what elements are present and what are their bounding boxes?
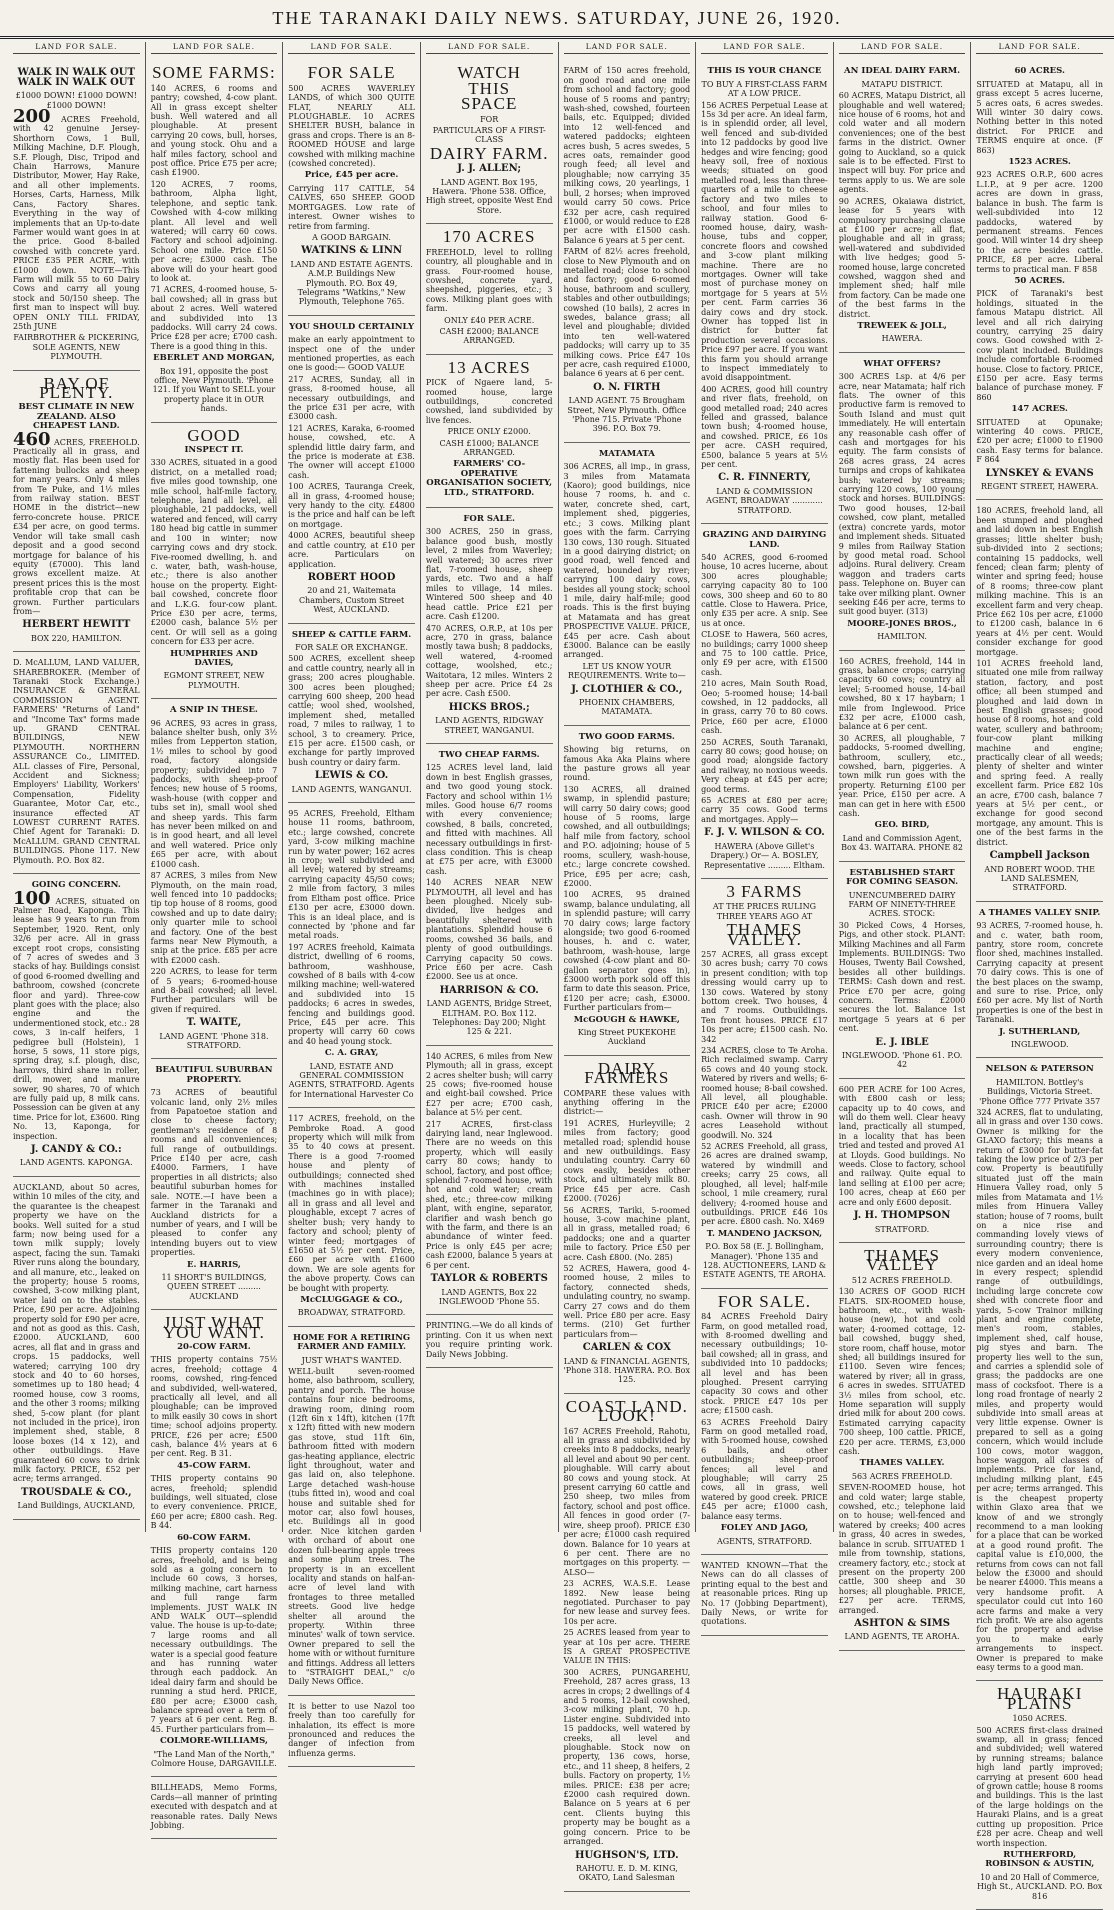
- ad-dairy-farmers: [564, 1056, 691, 1394]
- ad-agent: J. CANDY & CO.:: [30, 1144, 122, 1156]
- ad-text: PICK of Ngaere land, 5-roomed house, large outbuildings, concreted cowshed, land subdivided by live fences.: [425, 378, 553, 425]
- ad-agent-address: BOX 220, HAMILTON.: [30, 633, 122, 643]
- ad-title: BEAUTIFUL SUBURBAN PROPERTY.: [155, 1065, 273, 1085]
- ad-text: 100 ACRES, 95 drained swamp, balance undulating, all in splendid pasture; will carry 70 dairy cows; large factory alongside; two good 6-roomed houses, h. and c. water, bathroom, wash-house, large cowshed (4-cow plant and 80-gallon separator goes in), £3000 worth pork sold off this farm to date this season. Price, £120 per acre; cash, £3000. Further particulars from—: [563, 890, 691, 1013]
- ad-agent: McGOUGH & HAWKE,: [573, 1014, 680, 1025]
- ad-title: A THAMES VALLEY SNIP.: [979, 907, 1101, 918]
- ad-title: WALK IN WALK OUT WALK IN WALK OUT: [17, 67, 135, 88]
- ad-for-sale-stratford: [701, 1289, 828, 1555]
- ad-text: 217 ACRES, Sunday, all in grass, 8-roomed house, all necessary outbuildings, and the price £31 per acre, with £3000 cash.: [288, 374, 415, 422]
- ad-your-chance: [701, 60, 828, 524]
- ad-note: LET US KNOW YOUR REQUIREMENTS. Write to—: [568, 661, 686, 681]
- ad-title: 50 ACRES.: [1014, 275, 1065, 286]
- ad-text: THIS property contains 90 acres, freehold; splendid buildings, well situated, close to every convenience. PRICE, £60 per acre; £800 cash. Reg. B 44.: [150, 1474, 278, 1531]
- ad-acres: 460: [13, 428, 51, 450]
- ad-agent-address: 10 and 20 Hall of Commerce, High St., AUCKLAND. P.O. Box 816: [977, 1872, 1103, 1901]
- ad-agent-address: LAND & FINANCIAL AGENTS, 'Phone 318. HAWERA. P.O. Box 125.: [563, 1356, 691, 1385]
- column-7: [834, 42, 972, 1642]
- ad-3-farms: [701, 879, 828, 1289]
- ad-agent: TROUSDALE & CO.,: [21, 1486, 132, 1498]
- ad-title: 1523 ACRES.: [1008, 157, 1071, 168]
- ad-title: DAIRY FARMERS: [584, 1058, 670, 1088]
- ad-printing: [426, 1315, 553, 1368]
- ad-text: 87 ACRES, 3 miles from New Plymouth, on the main road, well fenced into 10 paddocks; tip top house of 8 rooms, good cowshed and up to date dairy; only quarter mile to school and factory. One of the best farms near New Plymouth, a snip at the price. £85 per acre with £2000 cash.: [150, 871, 278, 965]
- ad-title: BAY OF PLENTY.: [39, 373, 114, 402]
- ad-title: FOR SALE: [307, 63, 396, 83]
- ad-text: D. McALLUM, LAND VALUER, SHAREBROKER. (Member of Taranaki Stock Exchange.) INSURANCE & GENERAL COMMISSION AGENT. FARMERS' "Returns of Land" and "Income Tax" forms made up. GRAND CENTRAL BUILDINGS, NEW PLYMOUTH. NORTHERN ASSURANCE Co., LIMITED. ALL classes of Fire, Personal, Accident and Sickness; Employers' Liability, Workers' Compensation, Fidelity Guarantee, Motor Car, etc., insurance effected AT LOWEST CURRENT RATES. Chief Agent for Taranaki: D. McALLUM. GRAND CENTRAL BUILDINGS. Phone 117. New Plymouth. P.O. Box 82.: [13, 658, 140, 865]
- ad-subtitle: 1050 ACRES.: [1012, 1714, 1067, 1724]
- ad-title: GOING CONCERN.: [31, 880, 121, 891]
- ad-text: 324 ACRES, flat to undulating, all in grass and over 130 cows. Owner is milking for the GLAXO factory; this means a return of £3000 for butter-fat taking the low price of 2/3 per cow. Property is beautifully situated just off the main Hinuera Valley road, only 5 miles from Matamata and 1½ miles from Hinuera Valley station; house of 7 rooms, built on a nice rise and commanding lovely views of surrounding country; there is every modern convenience, nice garden and an ideal home in every respect; splendid range of outbuildings, including large concrete cow shed with concrete floor and yards, 5-cow Trainor milking plant and engine complete, men's room, stables, implement shed, calf house, pig styes and barn. The property lies well to the sun, and carries a splendid sole of grass; the paddocks are one mass of cocksfoot. There is a long road frontage of nearly 2 miles, and property would subdivide into small areas at very little expense. Owner is prepared to sell as a going concern, which would include 100 cows, motor waggon, horse waggon, all classes of implements. Price for land, including milking plant, £45 per acre; terms arranged. This is the cheapest property within Glaxo area that we know of and we strongly recommend to a man looking for a place that can be worked at a good round profit. The capital value is £10,000, the returns from cows can not fall below the £3000 and should be nearer £4000. This means a very handsome profit. A speculator could cut into 160 acre farms and make a very rich profit. We are also agents for the property and advise you to make early arrangements to inspect. Owner is prepared to make easy terms to a good man.: [976, 1108, 1103, 1672]
- ad-agent-address: 11 SHORT'S BUILDINGS, QUEEN STREET ......... AUCKLAND: [161, 1272, 267, 1301]
- ad-text: 90 ACRES, Okaiawa district, lease for 5 years with compulsory purchasing clause at £100 per acre; all flat, ploughable and all in grass; well-watered and subdivided with live hedges; good 5-roomed house, large concreted cowshed, waggon shed and implement shed; half mile from factory. Can be made one of the best farms in the district.: [838, 196, 966, 319]
- ad-text: 130 ACRES, all drained swamp, in splendid pasture; will carry 50 dairy cows; good house of 5 rooms, large cowshed, and all outbuildings; half mile from factory, school and P.O. adjoining; house of 5 rooms, scullery, wash-house, etc.; large concrete cowshed. Price, £95 per acre; cash, £2000.: [563, 784, 691, 888]
- ad-text: It is better to use Nazol too freely than too carefully for inhalation, its effect is more pronounced and reduces the danger of infection from influenza germs.: [288, 1701, 415, 1758]
- ad-text: WANTED KNOWN—That the News can do all classes of printing equal to the best and at reasonable prices. Ring up No. 17 (Jobbing Department), Daily News, or write for quotations.: [701, 1560, 828, 1627]
- ad-subtitle: MATAPU DISTRICT.: [861, 79, 943, 89]
- ad-text: SITUATED at Matapu, all in grass except 5 acres lucerne, 5 acres oats, 6 acres swedes. Will winter 30 dairy cows. Nothing better in this noted district. For PRICE and TERMS enquire at once. (F 863): [976, 79, 1103, 155]
- ad-text: 500 ACRES first-class drained swamp, all in grass; fenced and subdivided; well watered by running streams; balance high land partly improved; carrying at present 600 head of grown cattle; house 8 rooms and buildings. This is the last of the large holdings on the Hauraki Plains, and is a great cutting up proposition. Price £28 per acre. Cheap and well worth inspection.: [976, 1725, 1103, 1848]
- column-8: [971, 42, 1108, 1901]
- ad-agent: C. R. FINNERTY,: [718, 472, 811, 484]
- ad-subtitle: JUST WHAT'S WANTED.: [301, 1355, 402, 1365]
- ad-title: HOME FOR A RETIRING FARMER AND FAMILY.: [292, 1332, 411, 1353]
- ad-agent: Campbell Jackson: [989, 850, 1090, 862]
- ad-title: ESTABLISHED START FOR COMING SEASON.: [846, 867, 959, 888]
- ad-text: ACRES, situated on Palmer Road, Kaponga. This lease has 9 years to run from September, 1920. Rent, only 32/6 per acre. All in grass except root crops, consisting of 7 acres of swedes and 3 stacks of hay. Buildings consist of good 6-roomed dwelling and bathroom, cowshed (concrete floor and yard). Three-cow plant goes with the place; also engine and the undermentioned stock, etc.: 28 cows, 3 in-calf heifers, 1 pedigree bull (Holstein), 1 horse, 5 sows, 11 store pigs, spring dray, s.f. plough, disc, harrows, third share in roller, drill, mower, and manure sower, 90 shares, 70 of which are fully paid up, 8 milk cans. Possession can be given at any time. Price for lot, £3600. Ring No. 13, Kaponga, for inspection.: [13, 896, 140, 1141]
- ad-title: MATAMATA: [598, 448, 655, 459]
- ad-just-what: [151, 1310, 278, 1777]
- ad-text: ACRES, FREEHOLD. Practically all in grass, and mostly flat. Has been used for fattening bullocks and sheep for many years. Only 4 miles from Te Puke, and 1½ miles from railway station. BEST HOME in the district—new ferro-concrete house. PRICE £34 per acre, on good terms. Vendor will take small cash deposit and a good second mortgage for balance of his equity (£7000). This land grows excellent maize. At present prices this is the most profitable crop that can be grown. Further particulars from—: [13, 437, 140, 616]
- ad-lynskey: [976, 60, 1103, 500]
- column-4: [421, 42, 559, 1532]
- ad-for-sale-waverley: [426, 508, 553, 744]
- ad-text: 30 Picked Cows, 4 Horses, Pigs, and other stock. PLANT: Milking Machines and all Farm Implements. BUILDINGS: Two Houses, Twenty Bail Cowshed, besides all other buildings. TERMS: Cash down and rest. Price £70 per acre, going concern. Terms: £2000 secures the lot. Balance 1st mortgage 5 years at 6 per cent.: [838, 920, 966, 1034]
- ad-text: 600 PER ACRE for 100 Acres, with £800 cash or less; capacity up to 40 cows, and will do them well. Clear heavy land, practically all stumped, in a locality that has been tried and tested and proved A1 at Lloyds. Good buildings. No weeds. Close to factory, school and railway. Quite equal to land selling at £100 per acre; 100 acres, cheap at £60 per acre and only £600 deposit.: [838, 1084, 966, 1207]
- columns: [8, 42, 1108, 1901]
- ad-agent: J. SUTHERLAND,: [999, 1026, 1081, 1037]
- ad-auckland: [13, 1177, 140, 1520]
- ad-text: 250 ACRES, South Taranaki, carry 80 cows; good house; on good road; alongside factory and railway, no noxious weeds. Very cheap at £45 per acre; good terms.: [701, 737, 828, 794]
- ad-subtitle: Showing big returns, on famous Aka Aka Plains where the pasture grows all year round.: [563, 745, 691, 783]
- ad-title: 147 ACRES.: [1011, 404, 1068, 415]
- ad-text: 197 ACRES freehold, Kaimata district, dwelling of 6 rooms, bathroom, washhouse, cowshed of 8 bails with 4-cow milking machine; well-watered and subdivided into 15 paddocks; 6 acres in swedes, fencing and buildings good. Price, £45 per acre. This property will carry 60 cows and 40 head young stock.: [288, 942, 415, 1046]
- ad-subtitle: COMPARE these values with anything offering in the district:—: [563, 1088, 691, 1117]
- ad-thames-snip: [976, 902, 1103, 1059]
- ad-title: AN IDEAL DAIRY FARM.: [844, 66, 961, 77]
- ad-agent-address: PHOENIX CHAMBERS, MATAMATA.: [578, 698, 675, 717]
- ad-intro: £1000 DOWN! £1000 DOWN! £1000 DOWN!: [15, 91, 137, 110]
- ad-text: 73 ACRES of beautiful volcanic land, only 2½ miles from Papatoetoe station and close to cheese factory; gentleman's residence of 8 rooms and all conveniences; full range of outbuildings. Price £140 per acre, cash £4000. Farmers, I have properties in all districts; also beautiful suburban homes for sale. NOTE.—I have been a farmer in the Taranaki and Auckland districts for a number of years, and I will be pleased to confer any intending buyers out to view properties.: [150, 1088, 278, 1258]
- ad-agent-address: LAND AGENTS, RIDGWAY STREET, WANGANUI.: [435, 716, 544, 735]
- ad-title: WATCH: [457, 63, 521, 83]
- ad-price: Price, £45 per acre.: [304, 170, 399, 181]
- ad-title: THIS IS YOUR CHANCE: [707, 66, 822, 77]
- ad-agent: NELSON & PATERSON: [985, 1064, 1094, 1075]
- ad-text: 121 ACRES, Karaka, 6-roomed house, cowshed, etc. A splendid little dairy farm, and the price is moderate at £38. The owner will accept £1000 cash.: [288, 423, 415, 480]
- ad-text: 96 ACRES, 93 acres in grass, balance shelter bush, only 3½ miles from Lepperton station, 1½ miles to school by good road, factory alongside property; subdivided into 7 paddocks, with sheep-proof fences; new house of 5 rooms, wash-house (with copper and tubs set in), small wool shed and sheep yards. This farm has never been milked on and is in good heart, and all level and well watered. Price only £65 per acre, with about £1000 cash.: [150, 718, 278, 869]
- ad-snip: [151, 699, 278, 1059]
- ad-text: 500 ACRES WAVERLEY LANDS, of which 300 QUITE FLAT, NEARLY ALL PLOUGHABLE. 10 ACRES SHELTER BUSH, balance in grass and crops. There is an 8-ROOMED HOUSE and large cowshed with milking machine (cowshed concreted).: [288, 83, 415, 169]
- ad-text: 300 ACRES Lsp. at 4/6 per acre, near Matamata; half rich flats. The owner of this productive farm is removed to South Island and must quit immediately. He will entertain any reasonable cash offer of cash and mortgages for his equity. The farm consists of 268 acres grass, 24 acres turnips and crops of kahikatea bush; watered by streams; carrying 120 cows, 100 young stock and horses. BUILDINGS: Two good houses, 12-bail cowshed, cow plant, metalled (extra) concrete yards, motor and implement sheds. Situated 9 miles from Railway Station by good metal road. School adjoins. Rural delivery. Cream waggon and traders carts pass. Telephone on. Buyer can take over milking plant. Owner seeking £46 per acre, terms to suit good buyer. (313): [838, 372, 966, 617]
- ad-agent: LEWIS & CO.: [314, 770, 389, 782]
- ad-agent-address: Land Buildings, AUCKLAND,: [17, 1501, 136, 1511]
- ad-agent-address: LAND AGENTS. KAPONGA.: [19, 1158, 133, 1168]
- ad-agent: J. CLOTHIER & CO.,: [571, 683, 683, 695]
- ad-text: 60 ACRES, Matapu District, all ploughable and well watered; nice house of 6 rooms, hot and cold water and all modern conveniences; one of the best farms in the district. Owner going to Auckland, so a quick sale is to be effected. First to inspect will buy. For price and terms apply to us. We are sole agents.: [838, 91, 966, 195]
- ad-title: YOU SHOULD CERTAINLY: [289, 321, 415, 332]
- column-heading: LAND FOR SALE.: [976, 42, 1103, 54]
- ad-subtitle: FOR SALE OR EXCHANGE.: [295, 642, 408, 652]
- ad-text: 125 ACRES level land, laid down in best English grasses, and two good young stock. Factory and school within 1½ miles. Good house 6/7 rooms with every convenience; cowshed, 8 bails, concreted, and fitted with machines. All necessary outbuildings in first-class condition. This is cheap at £75 per acre, with £3000 cash.: [425, 763, 553, 876]
- ad-agent-address: Box 191, opposite the post office, New Plymouth. 'Phone 121. If you Want to SELL your property place it in OUR hands.: [152, 366, 276, 414]
- ad-text: 300 ACRES, 250 in grass, balance good bush, mostly level, 2 miles from Waverley; well watered; 30 acres river flat, 7-roomed house, sheep yards, etc. Two and a half miles to village, 14 miles. Wintered 500 sheep and 40 head cattle. Price £21 per acre. Cash £1200.: [425, 527, 553, 622]
- ad-agent: MOORE-JONES BROS.,: [847, 618, 957, 629]
- ad-agent: RUTHERFORD, ROBINSON & AUSTIN,: [985, 1849, 1095, 1870]
- ad-nelson-paterson: [976, 1058, 1103, 1681]
- ad-agent-address: P.O. Box 58 (E. J. Bollingham, Manager). 'Phone 135 and 128. AUCTIONEERS, LAND & ESTATE AGENTS, TE AROHA.: [702, 1242, 827, 1280]
- ad-agent-address: King Street PUKEKOHE Auckland: [577, 1028, 676, 1047]
- ad-title: SOME FARMS:: [152, 63, 276, 83]
- ad-text: FARM of 82½ acres freehold, close to New Plymouth and on metalled road; close to school and factory; good 6-roomed house, bathroom and scullery, stables and other outbuildings; cowshed (10 bails), 2 acres in swedes, balance grass; all level and ploughable; divided into ten well-watered paddocks; will carry up to 35 milking cows. Price £47 10s per acre, cash required £1000, balance 6 years at 6 per cent.: [563, 247, 691, 379]
- ad-title: TWO GOOD FARMS.: [578, 731, 675, 742]
- ad-agent: E. J. IBLE: [875, 1036, 929, 1048]
- ad-agent: E. HARRIS,: [186, 1259, 241, 1270]
- ad-text: 52 ACRES, Hawera, good 4-roomed house, 2 miles to factory, connected sheds, undulating country, no swamp. Carry 27 cows and do them well. Price £80 per acre. Easy terms. (210) Get further particulars from—: [563, 1263, 691, 1339]
- ad-agent-address: INGLEWOOD. 'Phone 61. P.O. 42: [841, 1051, 963, 1070]
- ad-subtitle: 60-COW FARM.: [177, 1532, 251, 1543]
- ad-suburban: [151, 1059, 278, 1310]
- ad-agent: F. J. V. WILSON & CO.: [704, 827, 825, 839]
- ad-subtitle: INSPECT IT.: [184, 445, 244, 456]
- column-1: [8, 42, 146, 1532]
- ad-text: 4000 ACRES, beautiful sheep and cattle country, at £10 per acre. Particulars on application.: [288, 531, 415, 569]
- ad-agent-address: LAND AGENT. 'Phone 318. STRATFORD.: [159, 1031, 269, 1050]
- ad-agent-address: HAMILTON. Bottley's Buildings, Victoria Street. 'Phone Office 777 Private 357: [979, 1077, 1101, 1106]
- ad-text: 25 ACRES leased from year to year at 10s per acre. THERE IS A GREAT PROSPECTIVE VALUE IN THIS:: [563, 1628, 691, 1666]
- ad-eltham: [288, 803, 415, 1108]
- ad-subtitle: FOR: [480, 114, 499, 124]
- ad-agent: FOLEY AND JAGO,: [720, 1523, 809, 1534]
- ad-pembroke: [288, 1108, 415, 1327]
- ad-text: 156 ACRES Perpetual Lease at 15s 3d per acre. An ideal farm, is in splendid order, all level, well fenced and sub-divided into 12 paddocks by good live hedges and wire fencing; good heavy soil, free of noxious weeds; situated on good metalled road, less than three-quarters of a mile to cheese factory and two miles to school, and four miles to railway station. Good 6-roomed house, dairy, wash-house, tubs and copper, concrete floors and cowshed and 3-cow plant milking machine. There are no mortgages. Owner will take most of purchase money on mortgage for 5 years at 5½ per cent. Farm carries 36 dairy cows and dry stock. Owner has topped list in district for butter fat production several occasions. Price £97 per acre. If you want this farm you should arrange to inspect immediately to avoid disappointment.: [701, 100, 828, 383]
- ad-inglewood: [426, 1046, 553, 1316]
- ad-text: 330 ACRES, situated in a good district, on a metalled road; five miles good township, one mile school, half-mile factory, telephone, land all level, all ploughable, 21 paddocks, well watered and fenced, will carry 180 head big cattle in summer and 100 in winter; now carrying cows and dry stock. Five-roomed dwelling, h. and c. water, bath, wash-house, etc.; there is also another house on the property. Eight-bail cowshed, concrete floor and L.K.G. four-cow plant. Price £30 per acre, terms, £2000 cash, balance 5½ per cent. Or will sell as a going concern for £33 per acre.: [150, 458, 278, 647]
- ad-agent-address: STRATFORD.: [874, 1224, 930, 1234]
- ad-terms: CASH £1000; BALANCE ARRANGED.: [439, 438, 539, 457]
- ad-waitara: [839, 651, 966, 862]
- ad-title: SPACE: [461, 94, 518, 114]
- ad-title: GRAZING AND DAIRYING LAND.: [702, 530, 827, 550]
- ad-agent-address: LAND & COMMISSION AGENT, BROADWAY ............ STRATFORD.: [706, 486, 823, 515]
- ad-text: PICK of Taranaki's best holdings, situated in the famous Matapu district. All level and all rich dairying country, carrying 25 dairy cows. Good cowshed with 2-cow plant included. Buildings include comfortable 6-roomed house. Close to factory. PRICE, £150 per acre. Easy terms balance of purchase money. F 860: [976, 289, 1103, 402]
- column-heading: LAND FOR SALE.: [426, 42, 553, 54]
- ad-text: 120 ACRES, 7 rooms, bathroom, Alpha light, telephone, and septic tank. Cowshed with 4-cow milking plant. All level and well watered; will carry 60 cows. Factory and school adjoining. School one mile. Price £150 per acre; £3000 cash. The above will do your heart good to look at.: [150, 179, 278, 283]
- ad-agent-address: LAND, ESTATE AND GENERAL COMMISSION AGENTS, STRATFORD. Agents for International Harvester Co: [288, 1061, 415, 1099]
- ad-text: 23 ACRES, W.A.S.E. Lease 1892. New lease being negotiated. Purchaser to pay for new lease and survey fees. 10s per acre.: [563, 1579, 691, 1626]
- ad-agent-address: LAND AGENT. 75 Brougham Street, New Plymouth. Office 'Phone 715. Private 'Phone 396. P.O. Box 79.: [567, 396, 687, 434]
- ad-agent: FAIRBROTHER & PICKERING, SOLE AGENTS, NEW PLYMOUTH.: [13, 333, 140, 362]
- ad-subtitle: PARTICULARS OF A FIRST-CLASS: [432, 126, 546, 145]
- ad-text: 101 ACRES freehold land, situated one mile from railway station, factory, and post office; all been stumped and ploughed and laid down in best English grasses; good house of 8 rooms, hot and cold water, scullery and bathroom; four-cow plant milking machine and engine; practically clear of all weeds; plenty of shelter and winter and spring feed. A really excellent farm. Price £82 10s an acre, £700 cash, balance 7 years at 5½ per cent., or exchange for good second mortgage, any amount. This is one of the best farms in the district.: [976, 658, 1103, 847]
- column-heading: LAND FOR SALE.: [288, 42, 415, 54]
- ad-agent: McCLUGGAGE & CO.,: [300, 1294, 403, 1305]
- ad-agent-address: 20 and 21, Waitemata Chambers, Custom Street West, AUCKLAND.: [298, 586, 405, 615]
- ad-text: 470 ACRES, O.R.P., at 10s per acre, 270 in grass, balance mostly tawa bush; 8 paddocks, well watered, 4-roomed cottage, woolshed, etc.; Waitotara, 12 miles. Winters 2 sheep per acre. Price £4 2s per acre. Cash £500.: [425, 623, 553, 699]
- ad-text: 140 ACRES NEAR NEW PLYMOUTH, all level and has been ploughed. Nicely sub-divided, live hedges and beautifully sheltered with plantations. Splendid house 6 rooms, cowshed 36 bails, and plenty of good outbuildings. Carrying capacity 50 cows. Price £60 per acre. Cash £2000. See us at once.: [425, 878, 553, 982]
- ad-text: CLOSE to Hawera, 560 acres, no buildings; carry 1000 sheep and 75 to 100 cattle. Price, only £9 per acre, with £1500 cash.: [701, 630, 828, 677]
- ad-title: COAST LAND. LOOK!: [565, 1396, 688, 1426]
- ad-agent: ROBERT HOOD: [307, 571, 396, 583]
- ad-certainly: [288, 316, 415, 624]
- ad-title: WHAT OFFERS?: [863, 358, 941, 369]
- ad-agent: C. A. GRAY,: [324, 1048, 379, 1059]
- column-3: [283, 42, 421, 1758]
- ad-agent-address: HAMILTON.: [877, 632, 927, 642]
- column-heading: LAND FOR SALE.: [839, 42, 966, 54]
- column-heading: LAND FOR SALE.: [564, 42, 691, 54]
- ad-nazol: [288, 1696, 415, 1767]
- ad-agent-address: LAND AGENTS, Box 22 INGLEWOOD 'Phone 55.: [438, 1287, 540, 1306]
- ad-sheep-cattle: [288, 624, 415, 804]
- ad-agent: J. J. ALLEN;: [457, 163, 522, 175]
- ad-text: THIS property contains 120 acres, freehold, and is being sold as a going concern to include 60 cows, 3 horses, milking machine, cart harness and full range farm implements. JUST WALK IN AND WALK OUT—splendid value. The house is up-to-date; 7 large rooms and all necessary outbuildings. The water is a special good feature and has running water through each paddock. An ideal dairy farm and should be running a stud herd. PRICE, £80 per acre; £3000 cash, balance spread over a term of 7 years at 6 per cent. Reg. B. 45. Further particulars from—: [150, 1546, 278, 1734]
- ad-text: 923 ACRES O.R.P., 600 acres L.I.P., at 9 per acre. 1200 acres are down in grass, balance in bush. The farm is well-subdivided into 12 paddocks, watered by permanent streams. Fences good. Will winter 14 dry sheep to the acre besides cattle. PRICE, £8 per acre. Liberal terms to practical man. F 858: [976, 170, 1103, 274]
- ad-walk-in: [13, 60, 140, 370]
- ad-agent: COLMORE-WILLIAMS,: [159, 1736, 268, 1747]
- ad-text: 93 ACRES, 7-roomed house, h. and c. water, bath room, pantry, store room, concrete floor shed, machines installed. Carrying capacity at present 70 dairy cows. This is one of the best places on the swamp, and sure to rise. Price, only £60 per acre. My list of North properties is one of the best in Taranaki.: [976, 921, 1103, 1025]
- ad-agent-address: HAWERA.: [881, 334, 923, 344]
- ad-agent-address: LAND AND ESTATE AGENTS. A.M.P. Buildings New Plymouth. P.O. Box 49, Telegrams "Watkins," New Plymouth, Telephone 765.: [290, 259, 413, 307]
- ad-agent-address: "The Land Man of the North," Colmore House, DARGAVILLE.: [151, 1749, 277, 1769]
- ad-established: [839, 862, 966, 1079]
- ad-text: 52 ACRES Freehold, all grass, 26 acres are drained swamp, watered by windmill and creeks; carry 25 cows, all ploughed, all level; half-mile school, 1 mile creamery, rural delivery; 4-roomed house and outbuildings. PRICE £46 10s per acre. £800 cash. No. X469: [701, 1142, 828, 1227]
- ad-going-concern: [13, 874, 140, 1177]
- ad-title: FOR SALE.: [717, 1291, 811, 1311]
- ad-agent: GEO. BIRD,: [874, 820, 930, 831]
- ad-agent: T. WAITE,: [186, 1017, 242, 1029]
- ad-agent: HUGHSON'S, LTD.: [575, 1849, 679, 1861]
- ad-agent-address: Land and Commission Agent, Box 43. WAITARA. PHONE 82: [841, 833, 963, 853]
- ad-title: FOR SALE.: [463, 514, 515, 525]
- ad-text: 257 ACRES, all grass except 30 acres bush; carry 70 cows in present condition; with top dressing would carry up to 130 cows. Watered by stony bottom creek. Two houses, 4 and 7 rooms. Outbuildings. Ten front houses. PRICE £17 10s per acre; £1500 cash. No. 342: [701, 949, 828, 1044]
- ad-price: PRICE ONLY £2000.: [447, 427, 531, 437]
- ad-text: FARM of 150 acres freehold, on good road and one mile from school and factory; good house of 5 rooms and pantry; wash-shed, cowshed, fourteen bails, etc. Equipped; divided into 12 well-fenced and watered paddocks; eighteen acres bush, 5 acres swedes, 5 acres oats, remainder good rough feed; all level and ploughable; now carrying 35 milking cows, 20 yearlings, 1 bull, 2 horses; when improved would carry 50 cows. Price £32 per acre, cash required £1000, or would reduce to £28 per acre with £1500 cash. Balance 6 years at 5 per cent.: [563, 66, 691, 245]
- ad-text: AUCKLAND, about 50 acres, within 10 miles of the city, and the quarantee is the cheapest property we have on the books. Well suited for a stud farm; now being used for a town milk supply; lovely aspect, facing the sun. Tamaki River runs along the boundary, and all manure, etc., leaked on the property; house 5 rooms, cowshed, 3-cow milking plant, water laid on to the stables. Price, £90 per acre. Adjoining property sold for £90 per acre, and not as good as this. Cash, £2000. AUCKLAND, 600 acres, all flat and in grass and crops. 15 paddocks, well watered; carrying 100 dry stock and 40 to 60 horses, sometimes up to 180 head; 4 roomed house, cow 3 rooms, and the other 3 rooms; milking shed, 5-cow plant (for plant not included in the price), iron implement shed, stable, 8 loose boxes (14 x 12), and other outbuildings. Have guaranteed 60 cows to drink milk factory. PRICE, £52 per acre; terms arranged.: [13, 1182, 140, 1484]
- ad-agent-address: LAND AGENTS, TE AROHA.: [844, 1632, 960, 1642]
- ad-acres: 200: [13, 106, 51, 128]
- ad-text: WELL-built seven-roomed home, also bathroom, scullery, pantry and porch. The house contains four nice bedrooms, drawing room, dining room (12ft 6in x 14ft), kitchen (17ft x 12ft) fitted with new modern gas stove, stud 11ft 6in, bathroom fitted with modern gas-heating appliance, electric light throughout, water and gas laid on, also telephone. Large detached wash-house (tubs fitted in), wood and coal house and suitable shed for motor car, also fowl houses, etc. Buildings all in good order. Nice kitchen garden with orchard of about one dozen full-bearing apple trees and some plum trees. The property is in an excellent locality and stands on half-an-acre of level land with frontages to three metalled streets. Good live hedge shelter all around the property. Within three minutes' walk of town service. Owner prepared to sell the home with or without furniture and fittings. Address all letters to "STRAIGHT DEAL," c/o Daily News Office.: [288, 1366, 415, 1687]
- ad-subtitle: make an early appointment to inspect one of the under mentioned properties, as each one is good:— GOOD VALUE: [288, 335, 415, 373]
- ad-agent: O. N. FIRTH: [593, 381, 661, 393]
- ad-subtitle: 20-COW FARM.: [177, 1341, 251, 1352]
- ad-170-acres: [426, 224, 553, 354]
- ad-text: 500 ACRES, excellent sheep and cattle country, nearly all in grass; 200 acres ploughable. 300 acres been ploughed; carrying 600 sheep, 200 head cattle; wool shed, woolshed, implement shed, metalled road, 7 miles to railway, 1 to school, 3 to creamery. Price, £15 per acre. £1500 cash, or exchange for partly improved bush country or dairy farm.: [288, 654, 415, 767]
- ad-agent: EBERLET AND MORGAN,: [153, 353, 275, 364]
- ad-agent-address: BROADWAY, STRATFORD.: [297, 1308, 406, 1318]
- ad-text: 117 ACRES, freehold, on the Pembroke Road. A good property which will milk from 35 to 40 cows at present. There is a good 7-roomed house and plenty of outbuildings; connected shed with machines installed (machines go in with place); all in grass and all level and ploughable, except 7 acres of shelter bush; very handy to factory and school; plenty of winter feed; mortgages of £1650 at 5½ per cent. Price, £60 per acre with £1600 down. We are sole agents for the above property. Cows can be bought with property.: [288, 1114, 415, 1293]
- ad-title: THIS: [468, 78, 511, 98]
- ad-text: Carrying 117 CATTLE, 54 CALVES, 650 SHEEP. GOOD MORTGAGES. Low rate of interest. Owner wishes to retire from farming.: [288, 183, 415, 231]
- ad-good: [151, 423, 278, 700]
- ad-title: HAURAKI PLAINS: [996, 1684, 1083, 1713]
- ad-13-acres: [426, 355, 553, 508]
- ad-billheads: [151, 1777, 278, 1839]
- ad-firth: [564, 60, 691, 442]
- ad-agent-address: HAWERA (Above Gillet's Drapery.) Or— A. BOSLEY, Representative ......... Eltham.: [703, 841, 825, 870]
- ad-subtitle: 512 ACRES FREEHOLD.: [851, 1275, 953, 1285]
- ad-subtitle: TO BUY A FIRST-CLASS FARM AT A LOW PRICE.: [701, 79, 828, 99]
- ad-text: 167 ACRES Freehold, Rahotu, all in grass and subdivided by creeks into 8 paddocks, nearly all level and about 90 per cent. ploughable. Will carry about 80 cows and young stock. At present carrying 60 cattle and 250 sheep, two miles from factory, school and post office. All fences in good order (7-wire, sheep proof). PRICE £30 per acre; £1000 cash required down. Balance for 10 years at 6 per cent. There are no mortgages on this property. —ALSO—: [563, 1426, 691, 1577]
- ad-some-farms: [151, 60, 278, 422]
- ad-agent: HUMPHRIES AND DAVIES,: [170, 648, 258, 668]
- ad-agent-address: LAND AGENT. Box 195, Hawera. 'Phone 538. Office, High street, opposite West End Store.: [425, 177, 553, 215]
- ad-price: ONLY £40 PER ACRE.: [444, 315, 535, 325]
- ad-text: 140 ACRES, 6 rooms and pantry; cowshed, 4-cow plant. All in grass except shelter bush. Well watered and all ploughable. At present carrying 20 cows, bull, horses, and young stock. Ohu and a half miles factory, school and post office. Price £75 per acre; cash £1900.: [150, 83, 278, 178]
- ad-text: 71 ACRES, 4-roomed house, 5-bail cowshed; all in grass but about 2 acres. Well watered and subdivided into 13 paddocks. Will carry 24 cows. Price £28 per acre; £700 cash. There is a good thing in this.: [150, 285, 278, 351]
- ad-text: 100 ACRES, Tauranga Creek, all in grass, 4-roomed house; very handy to the city. £4800 is the price and half can be left on mortgage.: [288, 482, 415, 529]
- ad-agent-address: AND ROBERT WOOD. THE LAND SALESMEN, STRATFORD.: [984, 864, 1095, 893]
- ad-text: 140 ACRES, 6 miles from New Plymouth; all in grass, except 2 acres shelter bush; will carry 25 cows; five-roomed house and eight-bail cowshed. Price £27 per acre; £700 cash, balance at 5½ per cent.: [425, 1051, 553, 1118]
- ad-text: 400 ACRES, good hill country and river flats, freehold, on good metalled road; 240 acres felled and grassed, balance town bush; 4-roomed house, and cowshed. PRICE, £6 10s per acre. CASH required, £500, balance 5 years at 5½ per cent.: [701, 384, 828, 470]
- ad-agent-address: LAND AGENTS, WANGANUI.: [291, 784, 412, 794]
- ad-text: 56 ACRES, Tariki, 5-roomed house, 3-cow machine plant, all in grass, metalled road; 6 paddocks; one and a quarter mile to factory. Price £50 per acre. Cash £800. (No. 285): [563, 1205, 691, 1262]
- ad-agent: LYNSKEY & EVANS: [985, 467, 1094, 479]
- ad-agent: FARMERS' CO-OPERATIVE ORGANISATION SOCIETY, LTD., STRATFORD.: [426, 459, 553, 498]
- ad-ideal-dairy: [839, 60, 966, 352]
- ad-title: GOOD: [187, 425, 241, 445]
- ad-agent: TREWEEK & JOLL,: [857, 320, 947, 331]
- ad-agent: HERBERT HEWITT: [22, 619, 131, 631]
- column-heading: LAND FOR SALE.: [13, 42, 140, 54]
- ad-subtitle: BEST CLIMATE IN NEW ZEALAND. ALSO CHEAPEST LAND.: [18, 402, 135, 432]
- ad-matamata: [564, 443, 691, 726]
- ad-text: 65 ACRES at £80 per acre; carry 35 cows. Good terms and mortgages. Apply—: [701, 796, 828, 824]
- ad-grazing: [701, 524, 828, 879]
- ad-text: 540 ACRES, good 6-roomed house, 10 acres lucerne, about 300 acres ploughable; carrying capacity 80 to 100 cows, 300 sheep and 60 to 80 cattle. Close to Hawera. Price, only £35 per acre. A snip. See us at once.: [701, 552, 828, 628]
- column-5: [559, 42, 697, 1883]
- ad-agent-address: REGENT STREET, HAWERA.: [980, 482, 1099, 492]
- ad-text: PRINTING.—We do all kinds of printing. Con it us when next you require printing work. Daily News Jobbing.: [425, 1321, 553, 1359]
- ad-retiring: [288, 1327, 415, 1696]
- ad-watch-this-space: [426, 60, 553, 224]
- column-heading: LAND FOR SALE.: [151, 42, 278, 54]
- column-heading: LAND FOR SALE.: [701, 42, 828, 54]
- ad-agent-address: RAHOTU. E. D. M. KING, OKATO, Land Salesman: [575, 1863, 678, 1883]
- ad-agent: ASHTON & SIMS: [854, 1617, 951, 1629]
- ad-hauraki: [976, 1681, 1103, 1910]
- ad-for-sale: [288, 60, 415, 315]
- ad-campbell-jackson: [976, 500, 1103, 901]
- ad-agent: J. H. THOMPSON: [853, 1210, 951, 1222]
- ad-acres: 100: [13, 887, 51, 909]
- ad-text: ACRES Freehold, with 42 genuine Jersey-Shorthorn Cows, 1 Bull, Milking Machine, D.F. Plough, S.F. Plough, Disc, Tripod and Chain Harrows, Manure Distributor, Mower, Hay Rake, and all other implements. Horses, Carts, Harness, Milk Cans, Factory Shares. Everything in the way of implements that an Up-to-date Farmer would want goes in at the price. Good 8-bailed cowshed with concrete yard. PRICE £35 PER ACRE, with £1000 down. NOTE—This Farm will milk 55 to 60 Dairy Cows and carry all young stock and 50/150 sheep. The first man to inspect will buy. OPEN ONLY TILL FRIDAY, 25th JUNE: [13, 115, 140, 331]
- ad-coast-land: [564, 1394, 691, 1892]
- ad-agent: TAYLOR & ROBERTS: [430, 1273, 548, 1285]
- ad-two-good: [564, 726, 691, 1056]
- masthead-title: THE TARANAKI DAILY NEWS. SATURDAY, JUNE 26, 1920.: [272, 7, 842, 28]
- ad-text: 30 ACRES, all ploughable, 7 paddocks, 5-roomed dwelling, bathroom, scullery, etc., cowshed, barn, piggeries. A town milk run goes with the property. Returning £100 per year. Price, £150 per acre. A man can get in here with £500 cash.: [838, 733, 966, 819]
- ad-note: A GOOD BARGAIN.: [312, 232, 391, 242]
- ad-text: 95 ACRES, Freehold, Eltham house 11 rooms, bathroom, etc.; large cowshed, concrete yard, 3-cow milking machine run by water power; 162 acres in crop; well subdivided and all level; watered by streams; carrying capacity 45/50 cows; 2 mile from factory, 3 miles from Eltham post office. Price £130 per acre, £3000 down. This is an ideal place, and is connected by 'phone and far metal roads.: [288, 809, 415, 941]
- ad-mcallum: [13, 652, 140, 874]
- column-2: [146, 42, 284, 1831]
- ad-terms: CASH £2000; BALANCE ARRANGED.: [439, 326, 539, 346]
- ad-title: SHEEP & CATTLE FARM.: [291, 629, 412, 640]
- ad-text: 300 ACRES, PUNGAREHU, Freehold, 287 acres grass, 13 acres in crops; 2 dwellings of 4 and 5 rooms, 12-bail cowshed, 3-cow milking plant, 70 h.p. Lister engine. Subdivided into 15 paddocks, well watered by creeks, all level and ploughable. Stock now on property, 136 cows, horse, etc., and 11 sheep, 8 heifers, 2 bulls. Factory on property, 1½ miles. PRICE: £38 per acre; £2000 cash required down. Balance on 5 years at 6 per cent. Clients buying this property may be bought as a going concern. Price to be arranged.: [563, 1667, 691, 1847]
- ad-subtitle: UNENCUMBERED DAIRY FARM OF NINETY-THREE ACRES. STOCK:: [848, 890, 956, 919]
- ad-agent-address: INGLEWOOD.: [1010, 1040, 1069, 1049]
- ad-title: 3 FARMS: [726, 881, 803, 901]
- ad-title: THAMES VALLEY.: [726, 920, 803, 949]
- ad-text: SEVEN-ROOMED house, hot and cold water; large stable, cowshed, etc.; telephone laid on to house; well-fenced and watered by creeks; 400 acres in grass, 40 acres in swedes, balance in scrub. SITUATED 1 mile from township, stations, creamery factory, etc.; stock at present on the property 200 cattle, 300 sheep and 30 horses; all ploughable. PRICE, £27 per acre. TERMS, arranged.: [838, 1483, 966, 1615]
- ad-text: 210 acres, Main South Road, Oeo; 5-roomed house; 14-bail cowshed, in 12 paddocks, all in grass, carry 70 to 80 cows. Price, £60 per acre, £1000 cash.: [701, 679, 828, 736]
- ad-thames-valley: [839, 1243, 966, 1651]
- ad-text: 217 ACRES, first-class dairying land, near Inglewood. There are no weeds on this property, which will easily carry 80 cows; handy to school, factory, and post office; splendid 7-roomed house, with hot and cold water; cream shed, etc.; three-cow milking plant, with engine, separator, clarifier and wash bench go with the farm, and there is an abundance of winter feed. Price is only £45 per acre; cash £2000, balance 5 years at 6 per cent.: [425, 1119, 553, 1270]
- ad-agent-address: EGMONT STREET, NEW PLYMOUTH.: [163, 671, 265, 690]
- ad-agent-address: AGENTS, STRATFORD.: [716, 1536, 812, 1546]
- ad-text: FREEHOLD, level to rolling country, all ploughable and in grass. Four-roomed house, cowshed, concrete yard, sheepshed, piggeries, etc.; 3 cows. Milking plant goes with farm.: [425, 247, 553, 314]
- ad-text: THIS property contains 75½ acres, freehold; cottage 4 rooms, cowshed, ring-fenced and subdivided, well-watered, practically all level, and all ploughable; can be improved to milk easily 30 cows in short time; school adjoins property. PRICE, £26 per acre; £500 cash, balance 4½ years at 6 per cent. Reg. B 31.: [150, 1355, 278, 1459]
- ad-text: 63 ACRES Freehold Dairy Farm on good metalled road, with 5-roomed house, cowshed 6 bails, and other outbuildings; sheep-proof fences; all level and ploughable; will carry 25 cows, all in grass, well watered by good creek. PRICE £45 per acre; £1000 cash, balance easy terms.: [701, 1417, 828, 1521]
- ad-two-cheap: [426, 744, 553, 1046]
- ad-text: 191 ACRES, Hurleyville; 2 miles from factory; good metalled road; splendid house and new outbuildings. Easy undulating country. Carry 60 cows easily, besides other stock, and ultimately milk 80. Price £45 per acre. Cash £2000. (7026): [563, 1118, 691, 1204]
- ad-text: 306 ACRES, all imp., in grass, 3 miles from Matamata (Kaoro); good buildings, nice house 7 rooms, h. and c. water, concrete shed, cart, implement shed, piggeries, etc.; 3 cows. Milking plant goes with the farm. Carrying 130 cows, 130 rough. Situated in a good dairying district; on good road, well fenced and watered, bounded by river; carrying 100 dairy cows, besides all young stock; school 1 mile, dairy half-mile; good roads. This is the first buying at Matamata and has great PROSPECTIVE VALUE. PRICE, £45 per acre. Cash about £3000. Balance can be easily arranged.: [563, 462, 691, 660]
- ad-text: 84 ACRES Freehold Dairy Farm, on good metalled road, with 8-roomed dwelling and necessary outbuildings; 10-bail cowshed; all in grass, and subdivided into 10 paddocks; all level and has been ploughed. Present carrying capacity 30 cows and other stock. PRICE £47 10s per acre; £1500 cash.: [701, 1312, 828, 1416]
- ad-text: BILLHEADS, Memo Forms, Cards—all manner of printing executed with despatch and at reasonable rates. Daily News Jobbing.: [150, 1783, 278, 1831]
- masthead: [0, 0, 1114, 39]
- ad-title: 13 ACRES: [447, 357, 531, 377]
- ad-subtitle: 563 ACRES FREEHOLD.: [851, 1471, 953, 1481]
- ad-text: 220 ACRES, to lease for term of 5 years; 6-roomed-house and 8-bail cowshed; all level. Further particulars will be given if required.: [150, 967, 278, 1014]
- ad-title: THAMES VALLEY.: [859, 1458, 945, 1469]
- ad-title: JUST WHAT YOU WANT.: [163, 1313, 265, 1342]
- ad-title: TWO CHEAP FARMS.: [438, 749, 540, 760]
- ad-text: SITUATED at Opunake; wintering 40 cows. PRICE, £20 per acre; £1000 to £1900 cash. Easy terms for balance. F 864: [976, 417, 1103, 465]
- ad-title: DAIRY FARM.: [429, 143, 549, 163]
- ad-title: A SNIP IN THESE.: [169, 705, 258, 716]
- ad-agent: T. MANDENO JACKSON,: [706, 1228, 823, 1239]
- ad-title: 170 ACRES: [442, 227, 536, 247]
- ad-agent: HICKS BROS.;: [448, 701, 530, 713]
- ad-text: 234 ACRES, close to Te Aroha. Rich reclaimed swamp. Carry 65 cows and 40 young stock. Watered by rivers and wells; 6-roomed house; 8-bail cowshed. All level, all ploughable. PRICE £40 per acre; £2000 cash. Owner will throw in 90 acres Leasehold without goodwill. No. 324: [701, 1046, 828, 1140]
- ad-title: 60 ACRES.: [1014, 66, 1065, 77]
- ad-subtitle: 45-COW FARM.: [177, 1460, 251, 1471]
- ad-what-offers: [839, 353, 966, 651]
- ad-agent: CARLEN & COX: [582, 1342, 671, 1354]
- ad-wanted: [701, 1555, 828, 1636]
- ad-text: 160 ACRES, freehold, 144 in grass, balance crops; carrying capacity 60 cows; country all level; 5-roomed house, 14-bail cowshed, 80 x 17 haybarn; 1 mile from Inglewood. Price £32 per acre, £1000 cash, balance at 6 per cent.: [838, 656, 966, 732]
- ad-title: THAMES VALLEY: [864, 1245, 941, 1275]
- ad-agent: WATKINS & LINN: [301, 245, 403, 257]
- ad-bay-of-plenty: [13, 371, 140, 653]
- ad-thompson: [839, 1079, 966, 1243]
- ad-agent: HARRISON & CO.: [439, 984, 539, 996]
- ad-text: 180 ACRES, freehold land, all been stumped and ploughed and laid down in best English grasses; little shelter bush; sub-divided into 2 sections; containing 15 paddocks, well fenced; clean farm; plenty of winter and spring feed; house of 8 rooms; three-cow plant milking machine. This is an excellent farm and very cheap. Price £62 10s per acre, £1000 to £1200 cash, balance in 6 years at 4½ per cent. Would consider exchange for good mortgage.: [976, 506, 1103, 657]
- ad-text: 130 ACRES OF GOOD RICH FLATS. SIX-ROOMED house, bathroom, etc., with wash-house (new), hot and cold water; 4-roomed cottage, 12-bail cowshed, buggy shed, store room, chaff house, motor shed; all buildings insured for £1100. Seven wire fences; watered by river; all in grass, 6 acres in swedes. SITUATED 3½ miles from school, etc. Home separation will supply dried milk for about 200 cows. Estimated carrying capacity 700 sheep, 100 cattle. PRICE, £20 per acre. TERMS, £3,000 cash.: [838, 1287, 966, 1457]
- ad-agent-address: LAND AGENTS, Bridge Street, ELTHAM. P.O. Box 112. Telephones: Day 200; Night 125 & 221.: [426, 999, 552, 1037]
- ad-subtitle: AT THE PRICES RULING THREE YEARS AGO AT: [712, 902, 816, 921]
- column-6: [696, 42, 834, 1627]
